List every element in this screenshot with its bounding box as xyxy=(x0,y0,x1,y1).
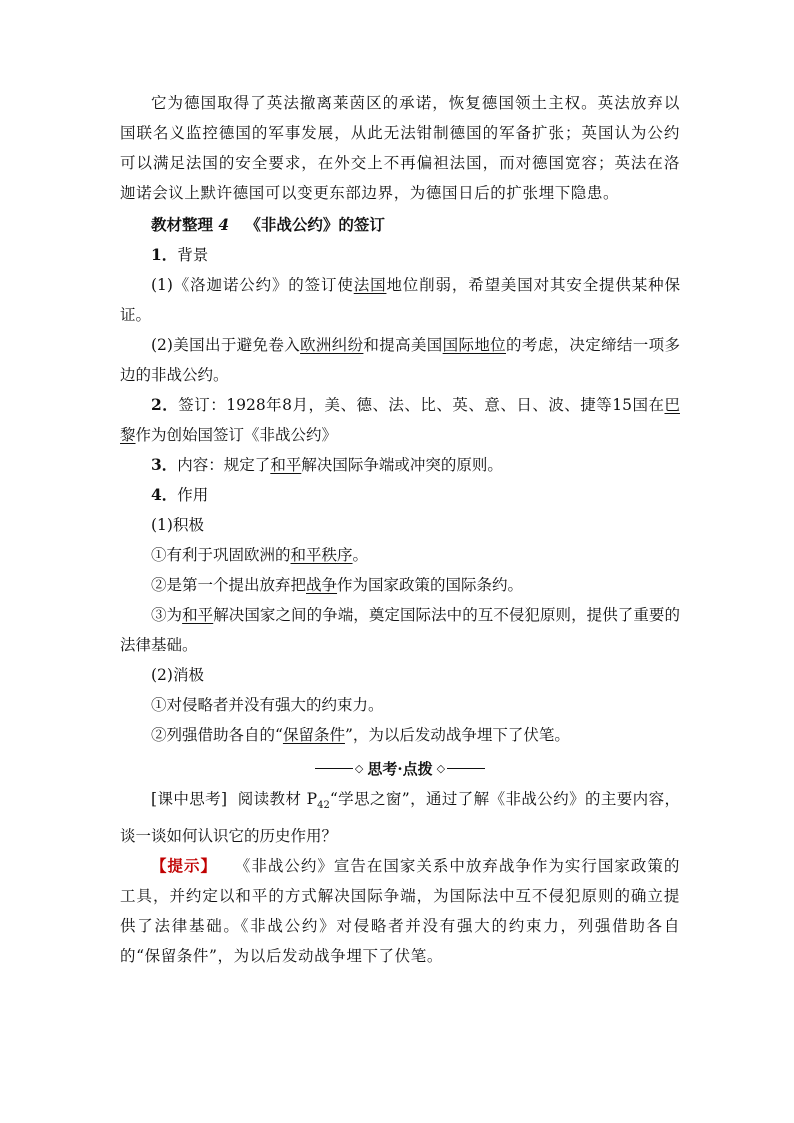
effect-negative-title: (2)消极 xyxy=(151,666,204,684)
effect-positive-1: ①有利于巩固欧洲的和平秩序。 xyxy=(151,546,369,564)
signing-paragraph: 2．签订：1928年8月，美、德、法、比、英、意、日、波、捷等15国在巴黎作为创始国签订《非战公约》 xyxy=(120,395,680,444)
effect-positive-3: ③为和平解决国家之间的争端，奠定国际法中的互不侵犯原则，提供了重要的法律基础。 xyxy=(120,606,680,654)
heading-number: 4 xyxy=(218,215,230,234)
effect-positive-title: (1)积极 xyxy=(151,516,204,534)
background-item-2: (2)美国出于避免卷入欧洲纠纷和提高美国国际地位的考虑，决定缔结一项多边的非战公约。 xyxy=(120,336,680,384)
effect-negative-2: ②列强借助各自的“保留条件”，为以后发动战争埋下了伏笔。 xyxy=(151,726,570,744)
blank-answer: 和平 xyxy=(270,456,302,474)
question-tag: [课中思考] xyxy=(151,790,228,808)
heading-prefix: 教材整理 xyxy=(151,215,214,234)
blank-answer: 国际地位 xyxy=(442,336,507,354)
blank-answer: 巴黎 xyxy=(120,396,680,444)
background-item-1: (1)《洛迦诺公约》的签订使法国地位削弱，希望美国对其安全提供某种保证。 xyxy=(120,276,680,324)
blank-answer: 战争 xyxy=(306,576,338,594)
section-heading xyxy=(120,210,680,240)
blank-answer: 和平 xyxy=(182,606,214,624)
question-paragraph: [课中思考] 阅读教材 $P_{42}“$学思之窗”，通过了解《非战公约》的主要内容，谈一谈如何认识它的历史作用？ xyxy=(120,790,680,846)
heading-title: 《非战公约》的签订 xyxy=(245,215,385,234)
effect-positive-2: ②是第一个提出放弃把战争作为国家政策的国际条约。 xyxy=(151,576,524,594)
diamond-icon: ◇ xyxy=(436,761,446,775)
divider-title: 思考·点拨 xyxy=(367,759,433,778)
divider-line xyxy=(447,768,485,769)
blank-answer: 法国 xyxy=(353,276,387,294)
document-page xyxy=(120,88,680,971)
background-title: 1．背景 xyxy=(151,245,209,264)
diamond-icon: ◇ xyxy=(354,761,364,775)
effect-title: 4．作用 xyxy=(151,485,209,504)
content-paragraph: 3．内容：规定了和平解决国际争端或冲突的原则。 xyxy=(151,455,503,474)
hint-label: 【提示】 xyxy=(151,856,218,876)
blank-answer: 保留条件 xyxy=(282,726,345,744)
effect-negative-1: ①对侵略者并没有强大的约束力。 xyxy=(151,696,384,714)
section-divider xyxy=(120,752,680,784)
blank-answer: 和平秩序 xyxy=(290,546,353,564)
hint-paragraph: 【提示】 《非战公约》宣告在国家关系中放弃战争作为实行国家政策的工具，并约定以和平的方式解决国际争端，为国际法中互不侵犯原则的确立提供了法律基础。《非战公约》对侵略者并没有强大的约束力，列强借助各自的“保留条件”，为以后发动战争埋下了伏笔。 xyxy=(120,856,680,966)
intro-paragraph: 它为德国取得了英法撤离莱茵区的承诺，恢复德国领土主权。英法放弃以国联名义监控德国的军事发展，从此无法钳制德国的军备扩张；英国认为公约可以满足法国的安全要求，在外交上不再偏袒法国，而对德国宽容；英法在洛迦诺会议上默许德国可以变更东部边界，为德国日后的扩张埋下隐患。 xyxy=(120,94,680,202)
divider-line xyxy=(315,768,353,769)
blank-answer: 欧洲纠纷 xyxy=(300,336,364,354)
